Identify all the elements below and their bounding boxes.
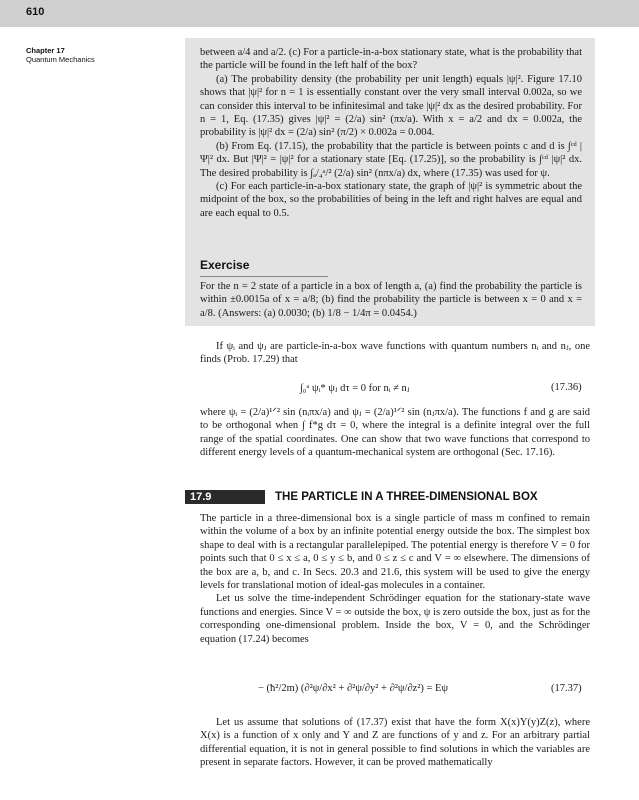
page-header-bar xyxy=(0,0,639,27)
equation-17-36: ∫₀ᵃ ψᵢ* ψⱼ dτ = 0 for nᵢ ≠ nⱼ xyxy=(300,383,410,394)
chapter-running-head xyxy=(26,46,95,64)
chapter-label: Chapter 17 xyxy=(26,46,65,55)
example-paragraph: (b) From Eq. (17.15), the probability that the particle is between points c and d is ∫ᶜᵈ |Ψ|² dx. But |Ψ|² = |ψ|² for a stationary state [Eq. (17.25)], so the probability is ∫ᶜᵈ |ψ|² dx. The desired probability is ∫ₐ/₄ᵃ/² (2/a) sin² (nπx/a) dx, where (17.35) was used for ψ. xyxy=(200,140,582,179)
example-paragraph: (a) The probability density (the probability per unit length) equals |ψ|². Figure 17.10 shows that |ψ|² for n = 1 is essentially constant over the very small interval 0.002a, so we can consider this interval to be infinitesimal and take |ψ|² dx as the desired probability. For n = 1, Eq. (17.35) gives |ψ|² = (2/a) sin² (πx/a). With x = a/2 and dx = 0.002a, the probability is |ψ|² dx = (2/a) sin² (π/2) × 0.002a = 0.004. xyxy=(200,73,582,139)
page-number: 610 xyxy=(26,6,45,18)
equation-number: (17.37) xyxy=(551,683,582,694)
paragraph: Let us assume that solutions of (17.37) exist that have the form X(x)Y(y)Z(z), where X(x) is a function of x only and Y and Z are functions of y and z. For an arbitrary partial differential equation, it is not in general possible to find solutions in which the variables are present in separate factors. However, it can be proved mathematically xyxy=(200,717,590,769)
example-paragraph: between a/4 and a/2. (c) For a particle-in-a-box stationary state, what is the probability that the particle will be found in the left half of the box? xyxy=(200,47,582,72)
paragraph: If ψᵢ and ψⱼ are particle-in-a-box wave functions with quantum numbers nᵢ and nⱼ, one finds (Prob. 17.29) that xyxy=(200,341,590,366)
section-body-continued xyxy=(200,716,590,770)
orthogonality-text xyxy=(200,406,590,460)
exercise-heading: Exercise xyxy=(200,258,250,272)
orthogonality-intro xyxy=(200,340,590,367)
section-body xyxy=(200,512,590,646)
equation-number: (17.36) xyxy=(551,382,582,393)
chapter-title: Quantum Mechanics xyxy=(26,55,95,64)
equation-17-37: − (ħ²/2m) (∂²ψ/∂x² + ∂²ψ/∂y² + ∂²ψ/∂z²) = Eψ xyxy=(258,683,449,694)
exercise-text: For the n = 2 state of a particle in a box of length a, (a) find the probability the particle is within ±0.0015a of x = a/8; (b) find the probability the particle is between x = 0 and x = a/8. (Answers: (a) 0.0030; (b) 1/8 − 1/4π = 0.0454.) xyxy=(200,281,582,319)
paragraph: where ψᵢ = (2/a)¹ᐟ² sin (nᵢπx/a) and ψⱼ = (2/a)¹ᐟ² sin (nⱼπx/a). The functions f and g are said to be orthogonal when ∫ f*g dτ = 0, where the integral is a definite integral over the full range of the spatial coordinates. One can show that two wave functions that correspond to different energy levels of a quantum-mechanical system are orthogonal (Sec. 17.16). xyxy=(200,407,590,459)
section-number: 17.9 xyxy=(190,491,212,503)
paragraph: The particle in a three-dimensional box is a single particle of mass m confined to remain within the volume of a box by an infinite potential energy outside the box. The simplest box shape to deal with is a rectangular parallelepiped. The potential energy is therefore V = 0 for points such that 0 ≤ x ≤ a, 0 ≤ y ≤ b, and 0 ≤ z ≤ c and V = ∞ elsewhere. The dimensions of the box are a, b, and c. In Secs. 20.3 and 21.6, this system will be used to give the energy levels for translational motion of ideal-gas molecules in a container. xyxy=(200,513,590,592)
section-title: THE PARTICLE IN A THREE-DIMENSIONAL BOX xyxy=(275,491,538,503)
example-paragraph: (c) For each particle-in-a-box stationary state, the graph of |ψ|² is symmetric about the midpoint of the box, so the probabilities of being in the left and right halves are equal and are each equal to 0.5. xyxy=(200,181,582,219)
exercise-divider xyxy=(200,276,328,277)
example-text xyxy=(200,46,582,220)
paragraph: Let us solve the time-independent Schrödinger equation for the stationary-state wave functions and energies. Since V = ∞ outside the box, ψ is zero outside the box, just as for the corresponding one-dimensional problem. Inside the box, V = 0, and the Schrödinger equation (17.24) becomes xyxy=(200,593,590,645)
